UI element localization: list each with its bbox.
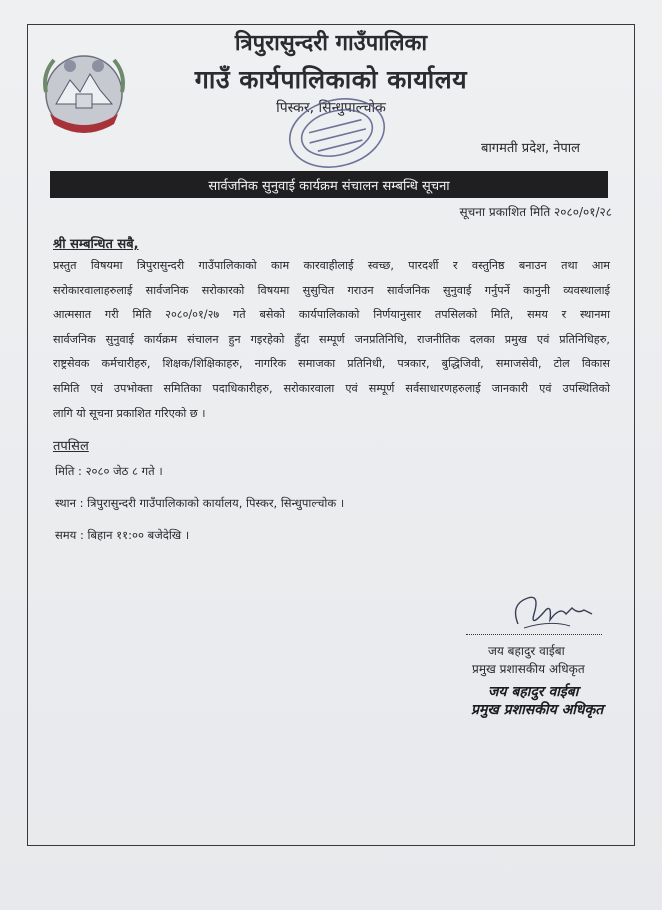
event-time: समय : बिहान ११:०० बजेदेखि । bbox=[55, 528, 190, 542]
body-line: प्रस्तुत विषयमा त्रिपुरासुन्दरी गाउँपालिकाको काम कारवाहीलाई स्वच्छ, पारदर्शी र वस्तुनिष्ठ बनाउन तथा आम bbox=[53, 259, 610, 272]
body-line: सरोकारवालाहरुलाई सार्वजनिक सरोकारको विषयमा सुसुचित गराउन सार्वजनिक सुनुवाई गर्नुपर्ने कानुनी व्यवस्थालाई bbox=[53, 283, 610, 297]
signatory-title-stamp: प्रमुख प्रशासकीय अधिकृत bbox=[471, 702, 604, 718]
office-address: पिस्कर, सिन्धुपाल्चोक bbox=[276, 100, 386, 116]
details-heading: तपसिल bbox=[53, 439, 89, 454]
province-label: बागमती प्रदेश, नेपाल bbox=[481, 141, 580, 156]
body-line: राष्ट्रसेवक कर्मचारीहरु, शिक्षक/शिक्षिकाहरु, नागरिक समाजका प्रतिनिधी, पत्रकार, बुद्धिजिवी, समाजसेवी, टोल विकास bbox=[53, 357, 610, 371]
notice-body bbox=[53, 254, 610, 426]
office-name: गाउँ कार्यपालिकाको कार्यालय bbox=[194, 65, 468, 94]
notice-heading-banner bbox=[50, 171, 608, 198]
event-venue: स्थान : त्रिपुरासुन्दरी गाउँपालिकाको कार्यालय, पिस्कर, सिन्धुपाल्चोक । bbox=[55, 496, 345, 510]
published-date: सूचना प्रकाशित मिति २०८०/०१/२८ bbox=[459, 205, 612, 219]
signatory-title: प्रमुख प्रशासकीय अधिकृत bbox=[472, 662, 585, 676]
salutation: श्री सम्बन्धित सबै, bbox=[53, 237, 139, 252]
body-line: आत्मसात गरी मिति २०८०/०१/२७ गते बसेको कार्यपालिकाको निर्णयानुसार तपसिलको मिति, समय र स्थानमा bbox=[53, 308, 610, 322]
signature-icon bbox=[500, 584, 600, 636]
stamp-icon bbox=[282, 92, 392, 174]
body-line: समिति एवं उपभोक्ता समितिका पदाधिकारीहरु, सरोकारवाला एवं सम्पूर्ण सर्वसाधारणहरुलाई जानकारी एवं उपस्थितिको bbox=[53, 381, 610, 395]
signature-line bbox=[466, 634, 602, 635]
body-line: लागि यो सूचना प्रकाशित गरिएको छ । bbox=[53, 406, 206, 420]
municipality-name: त्रिपुरासुन्दरी गाउँपालिका bbox=[234, 31, 428, 56]
signatory-name-stamp: जय बहादुर वाईबा bbox=[488, 684, 579, 700]
signatory-name: जय बहादुर वाईबा bbox=[488, 644, 565, 658]
body-line: सार्वजनिक सुनुवाई कार्यक्रम संचालन हुन गइरहेको हुँदा सम्पूर्ण जनप्रतिनिधि, राजनीतिक दलका प्रमुख एवं प्रतिनिधिहरु, bbox=[53, 332, 610, 346]
event-date: मिति : २०८० जेठ ८ गते । bbox=[55, 464, 163, 478]
notice-heading: सार्वजनिक सुनुवाई कार्यक्रम संचालन सम्बन्धि सूचना bbox=[208, 178, 450, 194]
